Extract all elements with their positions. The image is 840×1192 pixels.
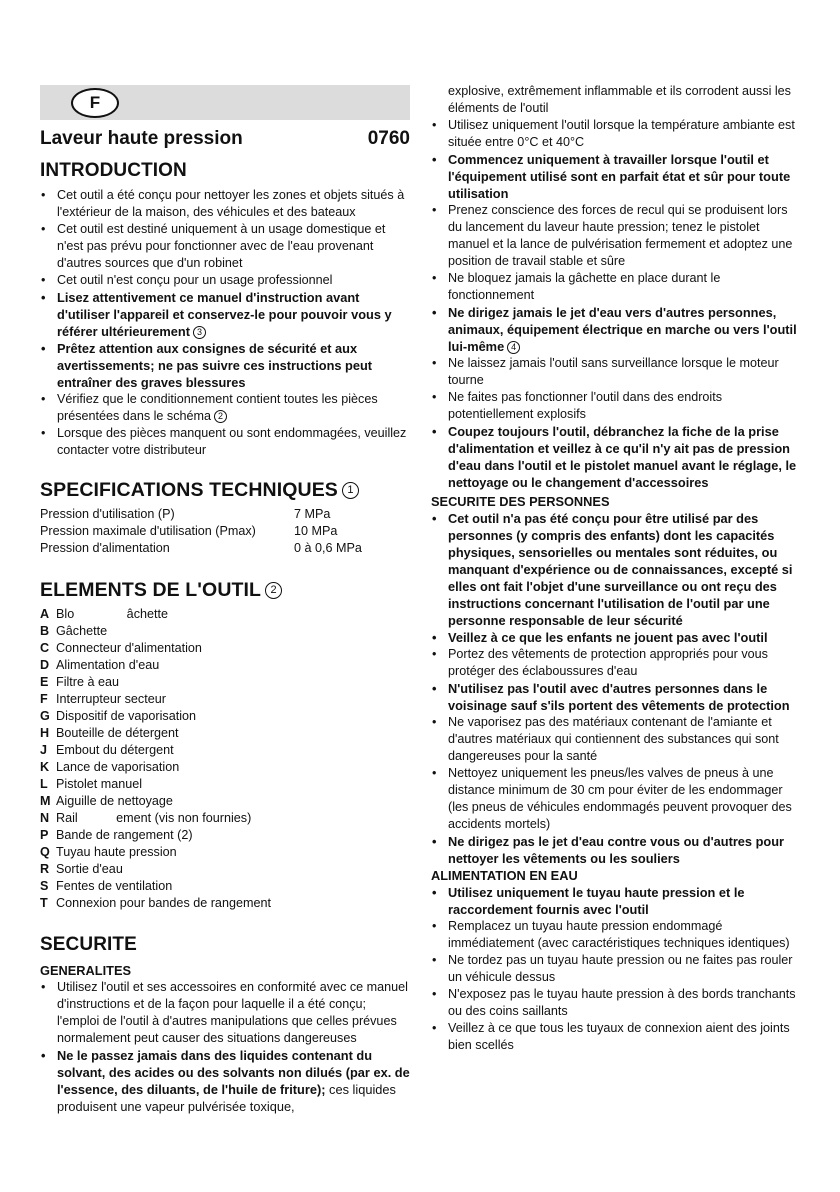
element-key: E — [40, 675, 49, 689]
personnes-item — [431, 646, 803, 680]
element-label: Filtre à eau — [56, 675, 119, 689]
personnes-item-text: N'utilisez pas l'outil avec d'autres personnes dans le voisinage sauf s'ils portent des vêtements de protection — [448, 681, 790, 713]
document-title: Laveur haute pression — [40, 128, 243, 149]
generalites-heading: GENERALITES — [40, 963, 132, 978]
safety-item-text: Utilisez uniquement l'outil lorsque la température ambiante est située entre 0°C et 40°C — [448, 118, 795, 149]
intro-item — [40, 391, 410, 425]
intro-heading: INTRODUCTION — [40, 160, 187, 181]
safety-item-text: Coupez toujours l'outil, débranchez la fiche de la prise d'alimentation et veillez à ce qu'il n'y ait pas de pression d'eau dans l'outil et le pistolet manuel avant le réglage, le nettoyage ou le changement d'accessoires — [448, 424, 797, 490]
elements-list — [40, 606, 410, 912]
language-bar — [40, 85, 410, 120]
safety-list — [431, 117, 803, 491]
document-title-row — [40, 128, 410, 156]
figure-ref-marker: 4 — [507, 341, 520, 354]
eau-item — [431, 952, 803, 986]
element-label: Gâchette — [56, 624, 108, 638]
spec-value: 0 à 0,6 MPa — [294, 541, 362, 555]
safety-item-text: Prenez conscience des forces de recul qui se produisent lors du lancement du laveur haute pression; tenez le pistolet manuel et la lance de pulvérisation fermement et adoptez une position de travail stable et sûre — [448, 203, 793, 268]
safety-item — [431, 355, 803, 389]
spec-value: 10 MPa — [294, 524, 338, 538]
element-label: Sortie d'eau — [56, 862, 123, 876]
element-key: L — [40, 777, 48, 791]
element-label: Pistolet manuel — [56, 777, 143, 791]
continued-text: explosive, extrêmement inflammable et ils corrodent aussi les éléments de l'outil — [448, 84, 791, 115]
generalites-list — [40, 979, 410, 1115]
element-item — [40, 776, 410, 793]
eau-item — [431, 884, 803, 918]
generalites-item — [40, 1047, 410, 1115]
element-label: Aiguille de nettoyage — [56, 794, 173, 808]
element-item — [40, 861, 410, 878]
left-column — [40, 80, 410, 1115]
eau-item-text: Utilisez uniquement le tuyau haute pression et le raccordement fournis avec l'outil — [448, 885, 745, 917]
element-item — [40, 793, 410, 810]
intro-item — [40, 187, 410, 221]
element-label: Bouteille de détergent — [56, 726, 179, 740]
element-key: K — [40, 760, 50, 774]
safety-item-text: Ne dirigez jamais le jet d'eau vers d'autres personnes, animaux, équipement électrique en marche ou vers l'outil lui-même — [448, 305, 797, 354]
intro-item — [40, 272, 410, 289]
safety-item — [431, 389, 803, 423]
element-label: Rail ement (vis non fournies) — [56, 811, 252, 825]
element-label: Fentes de ventilation — [56, 879, 173, 893]
element-item — [40, 844, 410, 861]
element-item — [40, 827, 410, 844]
specs-table — [40, 506, 362, 557]
eau-item-text: Veillez à ce que tous les tuyaux de connexion aient des joints bien scellés — [448, 1021, 790, 1052]
intro-item — [40, 221, 410, 272]
generalites-item — [40, 979, 410, 1047]
eau-item-text: Ne tordez pas un tuyau haute pression ou ne faites pas rouler un véhicule dessus — [448, 953, 793, 984]
element-key: S — [40, 879, 49, 893]
element-key: D — [40, 658, 50, 672]
intro-item-text: Cet outil n'est conçu pour un usage professionnel — [57, 273, 333, 287]
spec-row — [40, 506, 362, 523]
spec-label: Pression maximale d'utilisation (Pmax) — [40, 524, 256, 538]
element-item — [40, 674, 410, 691]
eau-item — [431, 986, 803, 1020]
element-key: R — [40, 862, 50, 876]
right-column — [431, 83, 803, 1054]
element-label: Connexion pour bandes de rangement — [56, 896, 271, 910]
personnes-item — [431, 714, 803, 765]
element-key: G — [40, 709, 50, 723]
eau-item — [431, 918, 803, 952]
intro-item-text: Lorsque des pièces manquent ou sont endommagées, veuillez contacter votre distributeur — [57, 426, 407, 457]
specs-ref-marker: 1 — [342, 482, 359, 499]
element-label: Bande de rangement (2) — [56, 828, 193, 842]
personnes-item — [431, 510, 803, 629]
eau-item-text: N'exposez pas le tuyau haute pression à des bords tranchants ou des coins saillants — [448, 987, 796, 1018]
intro-item — [40, 425, 410, 459]
element-key: Q — [40, 845, 50, 859]
element-item — [40, 742, 410, 759]
personnes-item — [431, 629, 803, 646]
element-item — [40, 878, 410, 895]
element-item — [40, 895, 410, 912]
document-number: 0760 — [367, 128, 410, 149]
element-item — [40, 759, 410, 776]
personnes-list — [431, 510, 803, 867]
figure-ref-marker: 2 — [214, 410, 227, 423]
element-item — [40, 606, 410, 623]
element-item — [40, 810, 410, 827]
safety-item — [431, 117, 803, 151]
generalites-item-text: Utilisez l'outil et ses accessoires en conformité avec ce manuel d'instructions et de la façon pour laquelle il a été conçu; l'emploi de l'outil à d'autres manipulations que celles prévues normalement peut causer des situations dangereuses — [57, 980, 408, 1045]
safety-item-text: Ne faites pas fonctionner l'outil dans des endroits potentiellement explosifs — [448, 390, 723, 421]
safety-item-text: Commencez uniquement à travailler lorsque l'outil et l'équipement utilisé sont en parfait état et sûr pour toute utilisation — [448, 152, 791, 201]
personnes-item-text: Portez des vêtements de protection appropriés pour vous protéger des éclaboussures d'eau — [448, 647, 768, 678]
element-key: P — [40, 828, 49, 842]
generalites-item-tail: ces liquides produisent une vapeur pulvérisée toxique, — [57, 1082, 396, 1114]
intro-item-text: Prêtez attention aux consignes de sécurité et aux avertissements; ne pas suivre ces instructions peut entraîner des graves blessures — [57, 341, 373, 390]
eau-item-text: Remplacez un tuyau haute pression endommagé immédiatement (avec caractéristiques techniques identiques) — [448, 919, 790, 950]
element-key: N — [40, 811, 50, 825]
intro-item — [40, 340, 410, 391]
safety-item — [431, 202, 803, 270]
element-label: Connecteur d'alimentation — [56, 641, 202, 655]
element-key: M — [40, 794, 51, 808]
element-item — [40, 691, 410, 708]
eau-item — [431, 1020, 803, 1054]
spec-value: 7 MPa — [294, 507, 331, 521]
eau-list — [431, 884, 803, 1054]
intro-item-text: Cet outil a été conçu pour nettoyer les zones et objets situés à l'extérieur de la maison, des véhicules et des bateaux — [57, 188, 405, 219]
securite-heading: SECURITE — [40, 934, 137, 955]
element-key: F — [40, 692, 48, 706]
personnes-item — [431, 833, 803, 867]
elements-heading-text: ELEMENTS DE L'OUTIL — [40, 579, 262, 601]
element-key: H — [40, 726, 50, 740]
element-label: Embout du détergent — [56, 743, 174, 757]
element-item — [40, 657, 410, 674]
spec-label: Pression d'utilisation (P) — [40, 507, 175, 521]
specs-heading-text: SPECIFICATIONS TECHNIQUES — [40, 479, 338, 501]
element-label: Lance de vaporisation — [56, 760, 180, 774]
personnes-item-text: Nettoyez uniquement les pneus/les valves de pneus à une distance minimum de 30 cm pour éviter de les endommager (les pneus de véhicules endommagés peuvent provoquer des accidents mortels) — [448, 766, 792, 831]
safety-item — [431, 423, 803, 491]
element-label: Dispositif de vaporisation — [56, 709, 197, 723]
intro-item-text: Cet outil est destiné uniquement à un usage domestique et n'est pas prévu pour fonctionner avec de l'eau provenant d'autres sources que d'un robinet — [57, 222, 386, 270]
language-badge: F — [71, 88, 119, 118]
spec-row — [40, 523, 362, 540]
element-item — [40, 725, 410, 742]
personnes-heading: SECURITE DES PERSONNES — [431, 494, 610, 509]
elements-heading — [40, 579, 410, 602]
personnes-item-text: Cet outil n'a pas été conçu pour être utilisé par des personnes (y compris des enfants) dont les capacités physiques, sensorielles ou mentales sont réduites, ou manquant d'expérience ou de connaissances, excepté si elles ont fait l'objet d'une surveillance ou ont reçu des instructions concernant l'utilisation de l'outil par une personne responsable de leur sécurité — [448, 511, 793, 628]
safety-item — [431, 270, 803, 304]
element-item — [40, 640, 410, 657]
safety-item — [431, 151, 803, 202]
element-item — [40, 708, 410, 725]
element-label: Interrupteur secteur — [56, 692, 166, 706]
safety-item — [431, 304, 803, 355]
eau-heading: ALIMENTATION EN EAU — [431, 868, 578, 883]
personnes-item-text: Ne dirigez pas le jet d'eau contre vous ou d'autres pour nettoyer les vêtements ou les souliers — [448, 834, 785, 866]
intro-item — [40, 289, 410, 340]
figure-ref-marker: 3 — [193, 326, 206, 339]
element-item — [40, 623, 410, 640]
spec-row — [40, 540, 362, 557]
generalites-item-text: Ne le passez jamais dans des liquides contenant du solvant, des acides ou des solvants non dilués (par ex. de l'essence, des diluants, de l'huile de friture); — [57, 1048, 410, 1097]
personnes-item — [431, 680, 803, 714]
intro-item-text: Vérifiez que le conditionnement contient toutes les pièces présentées dans le schéma — [57, 392, 378, 423]
safety-item-text: Ne bloquez jamais la gâchette en place durant le fonctionnement — [448, 271, 721, 302]
element-key: T — [40, 896, 48, 910]
intro-item-text: Lisez attentivement ce manuel d'instruction avant d'utiliser l'appareil et conservez-le pour pouvoir vous y référer ultérieurement — [57, 290, 392, 339]
element-label: Blo âchette — [56, 607, 168, 621]
intro-list — [40, 187, 410, 459]
elements-ref-marker: 2 — [265, 582, 282, 599]
personnes-item-text: Ne vaporisez pas des matériaux contenant de l'amiante et d'autres matériaux qui contiennent des substances qui sont dangereuses pour la santé — [448, 715, 779, 763]
personnes-item — [431, 765, 803, 833]
element-key: J — [40, 743, 48, 757]
element-key: A — [40, 607, 50, 621]
element-label: Alimentation d'eau — [56, 658, 160, 672]
element-key: C — [40, 641, 50, 655]
personnes-item-text: Veillez à ce que les enfants ne jouent pas avec l'outil — [448, 630, 768, 645]
element-key: B — [40, 624, 50, 638]
element-label: Tuyau haute pression — [56, 845, 177, 859]
specs-heading — [40, 479, 410, 502]
safety-item-text: Ne laissez jamais l'outil sans surveillance lorsque le moteur tourne — [448, 356, 779, 387]
spec-label: Pression d'alimentation — [40, 541, 170, 555]
